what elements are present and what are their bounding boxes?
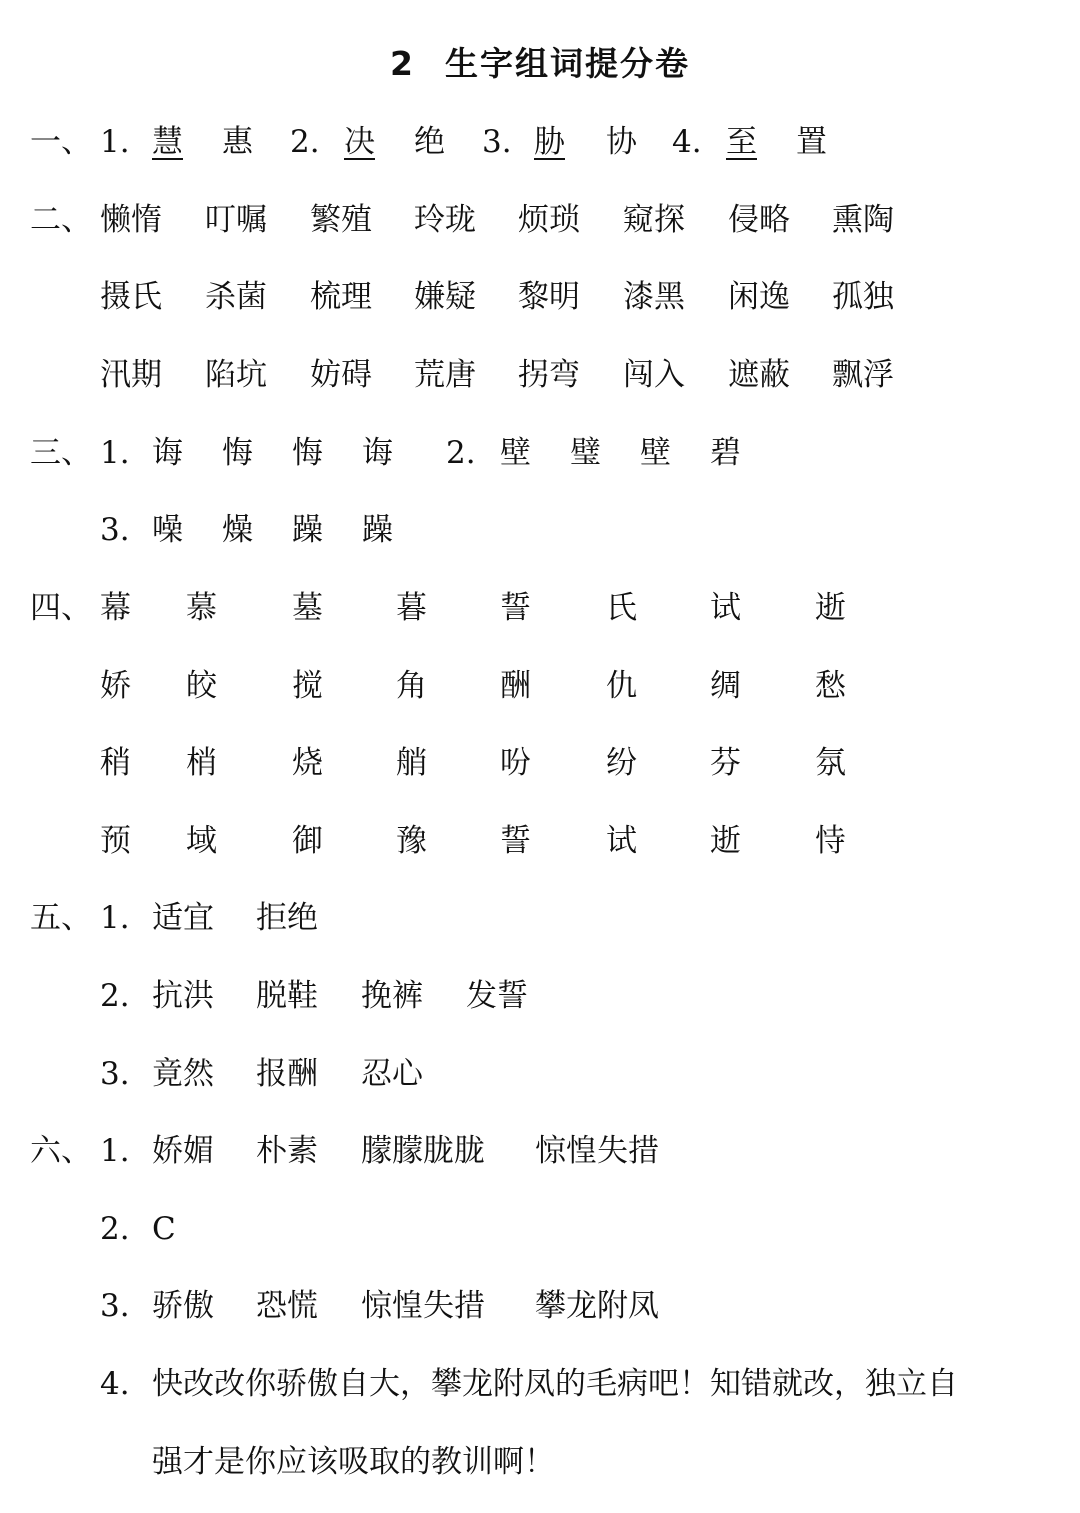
answer-char: 吩 (500, 745, 531, 781)
answer-char: 逝 (815, 590, 846, 626)
answer-char: 诲 (152, 435, 183, 471)
answer-sentence: 快改改你骄傲自大，攀龙附凤的毛病吧！知错就改，独立自 (152, 1366, 958, 1402)
answer-char: 绸 (710, 668, 741, 704)
answer-char: 幕 (100, 590, 131, 626)
answer-char: 试 (606, 823, 637, 859)
answer-char: 御 (292, 823, 323, 859)
item-number: 3. (100, 1288, 130, 1324)
item-number: 1. (100, 900, 130, 936)
answer-char: 胁 (534, 124, 565, 160)
answer-char: 诲 (362, 435, 393, 471)
answer-char: 惠 (222, 124, 253, 160)
answer-char: 纷 (606, 745, 637, 781)
answer-char: 躁 (362, 512, 393, 548)
word: 竟然 (152, 1056, 214, 1092)
answer-char: 试 (710, 590, 741, 626)
answer-char: 仇 (606, 668, 637, 704)
word: 漆黑 (623, 279, 685, 315)
section-label: 二、 (30, 202, 92, 238)
word: 拒绝 (256, 900, 318, 936)
word: 熏陶 (832, 202, 894, 238)
item-number: 3. (482, 124, 512, 160)
answer-char: 氛 (815, 745, 846, 781)
answer-char: 芬 (710, 745, 741, 781)
answer-char: 躁 (292, 512, 323, 548)
word: 闯入 (623, 357, 685, 393)
word: 脱鞋 (256, 978, 318, 1014)
word: 飘浮 (832, 357, 894, 393)
answer-char: 豫 (396, 823, 427, 859)
word: 摄氏 (100, 279, 162, 315)
answer-char: 稍 (100, 745, 131, 781)
answer-char: 氏 (606, 590, 637, 626)
answer-char: 璧 (570, 435, 601, 471)
word: 朴素 (256, 1133, 318, 1169)
word: 忍心 (361, 1056, 423, 1092)
answer-char: 娇 (100, 668, 131, 704)
answer-char: 恃 (815, 823, 846, 859)
answer-char: 绝 (414, 124, 445, 160)
word: 攀龙附凤 (535, 1288, 659, 1324)
answer-char: 噪 (152, 512, 183, 548)
item-number: 2. (100, 978, 130, 1014)
item-number: 1. (100, 124, 130, 160)
item-number: 4. (672, 124, 702, 160)
title-number: 2 (390, 44, 415, 83)
answer-char: 皎 (186, 668, 217, 704)
word: 抗洪 (152, 978, 214, 1014)
item-number: 4. (100, 1366, 130, 1402)
word: 烦琐 (518, 202, 580, 238)
word: 报酬 (256, 1056, 318, 1092)
word: 惊惶失措 (535, 1133, 659, 1169)
word: 娇媚 (152, 1133, 214, 1169)
word: 嫌疑 (414, 279, 476, 315)
answer-char: 悔 (222, 435, 253, 471)
item-number: 2. (100, 1211, 130, 1247)
word: 荒唐 (414, 357, 476, 393)
word: 懒惰 (100, 202, 162, 238)
word: 恐慌 (256, 1288, 318, 1324)
answer-char: 酬 (500, 668, 531, 704)
answer-char: 置 (796, 124, 827, 160)
answer-char: 燥 (222, 512, 253, 548)
word: 骄傲 (152, 1288, 214, 1324)
answer-char: 慧 (152, 124, 183, 160)
word: 陷坑 (205, 357, 267, 393)
answer-char: 预 (100, 823, 131, 859)
word: 侵略 (728, 202, 790, 238)
item-number: 2. (446, 435, 476, 471)
word: 惊惶失措 (361, 1288, 485, 1324)
answer-char: 壁 (640, 435, 671, 471)
answer-char: 逝 (710, 823, 741, 859)
title-text: 生字组词提分卷 (444, 44, 690, 83)
section-label: 四、 (30, 590, 92, 626)
answer-char: 愁 (815, 668, 846, 704)
item-number: 1. (100, 435, 130, 471)
word: 汛期 (100, 357, 162, 393)
word: 叮嘱 (205, 202, 267, 238)
answer-char: 暮 (396, 590, 427, 626)
answer-char: 搅 (292, 668, 323, 704)
answer-char: 誓 (500, 590, 531, 626)
word: 闲逸 (728, 279, 790, 315)
answer-char: 慕 (186, 590, 217, 626)
word: 发誓 (466, 978, 528, 1014)
word: 窥探 (623, 202, 685, 238)
word: 拐弯 (518, 357, 580, 393)
word: 繁殖 (310, 202, 372, 238)
answer-char: 壁 (500, 435, 531, 471)
answer-char: 艄 (396, 745, 427, 781)
word: 孤独 (832, 279, 894, 315)
section-label: 一、 (30, 124, 92, 160)
page-title (0, 38, 1080, 85)
word: 梳理 (310, 279, 372, 315)
answer-sentence-continued: 强才是你应该吸取的教训啊！ (152, 1444, 555, 1480)
word: 玲珑 (414, 202, 476, 238)
word: 挽裤 (361, 978, 423, 1014)
answer-char: 域 (186, 823, 217, 859)
word: 黎明 (518, 279, 580, 315)
word: 适宜 (152, 900, 214, 936)
word: 遮蔽 (728, 357, 790, 393)
answer-char: 悔 (292, 435, 323, 471)
word: 杀菌 (205, 279, 267, 315)
answer-char: 墓 (292, 590, 323, 626)
item-number: 3. (100, 1056, 130, 1092)
word: 朦朦胧胧 (361, 1133, 485, 1169)
answer-char: 碧 (710, 435, 741, 471)
section-label: 六、 (30, 1133, 92, 1169)
answer-char: 誓 (500, 823, 531, 859)
word: 妨碍 (310, 357, 372, 393)
item-number: 2. (290, 124, 320, 160)
section-label: 五、 (30, 900, 92, 936)
item-number: 3. (100, 512, 130, 548)
answer-char: 决 (344, 124, 375, 160)
answer-char: 协 (606, 124, 637, 160)
answer-char: 角 (396, 668, 427, 704)
section-label: 三、 (30, 435, 92, 471)
answer-char: 至 (726, 124, 757, 160)
item-number: 1. (100, 1133, 130, 1169)
answer-choice: C (152, 1211, 176, 1247)
answer-char: 烧 (292, 745, 323, 781)
answer-char: 梢 (186, 745, 217, 781)
